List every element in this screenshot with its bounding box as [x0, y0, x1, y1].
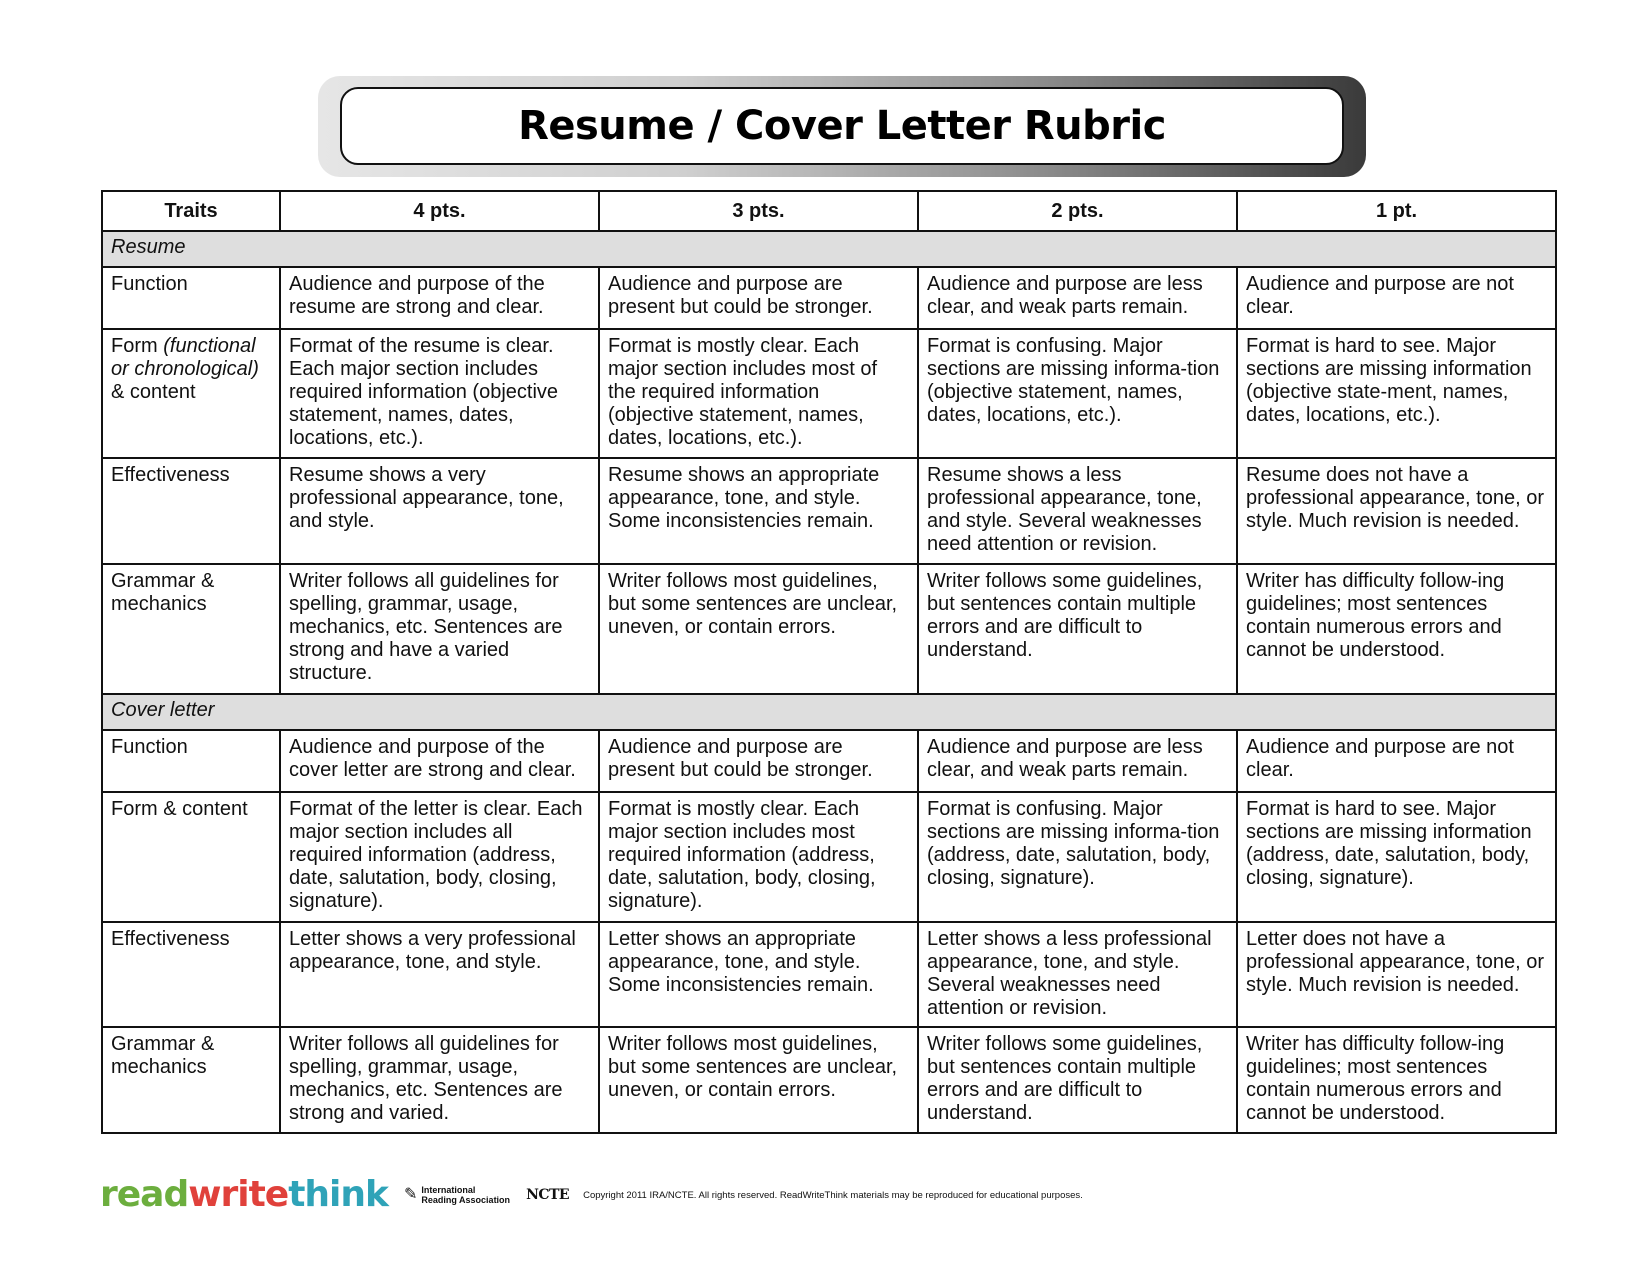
score-cell: Format is hard to see. Major sections are missing information (objective state-ment, names, dates, locations, etc.). [1237, 329, 1556, 458]
table-row [102, 458, 1556, 564]
ira-line-2: Reading Association [421, 1195, 511, 1205]
trait-label: Form [111, 335, 158, 357]
trait-cell: Grammar & mechanics [102, 1027, 280, 1133]
score-cell: Letter does not have a professional appearance, tone, or style. Much revision is needed. [1237, 922, 1556, 1027]
score-cell: Audience and purpose are not clear. [1237, 730, 1556, 792]
score-cell: Audience and purpose are not clear. [1237, 267, 1556, 329]
score-cell: Letter shows a less professional appearance, tone, and style. Several weaknesses need attention or revision. [918, 922, 1237, 1027]
table-row [102, 564, 1556, 694]
ncte-logo: NCTE [526, 1187, 570, 1203]
score-cell: Resume does not have a professional appearance, tone, or style. Much revision is needed. [1237, 458, 1556, 564]
score-cell: Audience and purpose of the resume are strong and clear. [280, 267, 599, 329]
trait-cell: Effectiveness [102, 922, 280, 1027]
trait-cell: Function [102, 730, 280, 792]
logo-think: think [288, 1174, 388, 1215]
score-cell: Audience and purpose are present but could be stronger. [599, 730, 918, 792]
trait-cell: Grammar & mechanics [102, 564, 280, 694]
logo-write: write [188, 1174, 289, 1215]
score-cell: Format of the resume is clear. Each major section includes required information (objective statement, names, dates, locations, etc.). [280, 329, 599, 458]
score-cell: Writer follows all guidelines for spelling, grammar, usage, mechanics, etc. Sentences are strong and varied. [280, 1027, 599, 1133]
score-cell: Format is confusing. Major sections are missing informa-tion (objective statement, names, dates, locations, etc.). [918, 329, 1237, 458]
copyright-text: Copyright 2011 IRA/NCTE. All rights reserved. ReadWriteThink materials may be reproduced for educational purposes. [583, 1189, 1083, 1201]
score-cell: Resume shows a very professional appearance, tone, and style. [280, 458, 599, 564]
score-cell: Writer follows all guidelines for spelling, grammar, usage, mechanics, etc. Sentences are strong and have a varied structure. [280, 564, 599, 694]
section-row-cover-letter [102, 694, 1556, 730]
table-row [102, 1027, 1556, 1133]
header-3-pts: 3 pts. [599, 191, 918, 231]
footer [100, 1170, 1560, 1220]
score-cell: Writer follows some guidelines, but sentences contain multiple errors and are difficult to understand. [918, 564, 1237, 694]
score-cell: Format is mostly clear. Each major section includes most required information (address, date, salutation, body, closing, signature). [599, 792, 918, 922]
table-row [102, 730, 1556, 792]
score-cell: Format of the letter is clear. Each major section includes all required information (address, date, salutation, body, closing, signature). [280, 792, 599, 922]
header-4-pts: 4 pts. [280, 191, 599, 231]
score-cell: Writer has difficulty follow-ing guidelines; most sentences contain numerous errors and cannot be understood. [1237, 564, 1556, 694]
rubric-table [101, 190, 1557, 1134]
ira-logo [404, 1185, 510, 1205]
score-cell: Format is confusing. Major sections are missing informa-tion (address, date, salutation, body, closing, signature). [918, 792, 1237, 922]
ira-line-1: International [421, 1185, 476, 1195]
header-1-pt: 1 pt. [1237, 191, 1556, 231]
section-label-cover-letter: Cover letter [102, 694, 1556, 730]
score-cell: Audience and purpose are present but could be stronger. [599, 267, 918, 329]
score-cell: Letter shows an appropriate appearance, tone, and style. Some inconsistencies remain. [599, 922, 918, 1027]
table-row [102, 922, 1556, 1027]
ira-emblem-icon: ✎ [403, 1186, 418, 1203]
score-cell: Resume shows an appropriate appearance, tone, and style. Some inconsistencies remain. [599, 458, 918, 564]
trait-cell: Form & content [102, 792, 280, 922]
readwritethink-logo [100, 1175, 388, 1215]
title-banner [318, 76, 1366, 177]
score-cell: Writer follows some guidelines, but sentences contain multiple errors and are difficult to understand. [918, 1027, 1237, 1133]
score-cell: Audience and purpose of the cover letter are strong and clear. [280, 730, 599, 792]
score-cell: Writer follows most guidelines, but some sentences are unclear, uneven, or contain errors. [599, 1027, 918, 1133]
score-cell: Format is mostly clear. Each major section includes most of the required information (objective statement, names, dates, locations, etc.). [599, 329, 918, 458]
trait-label-suffix: & content [111, 381, 196, 403]
score-cell: Resume shows a less professional appearance, tone, and style. Several weaknesses need attention or revision. [918, 458, 1237, 564]
table-row [102, 267, 1556, 329]
table-row [102, 329, 1556, 458]
trait-cell: Effectiveness [102, 458, 280, 564]
header-traits: Traits [102, 191, 280, 231]
score-cell: Writer has difficulty follow-ing guidelines; most sentences contain numerous errors and cannot be understood. [1237, 1027, 1556, 1133]
trait-cell [102, 329, 280, 458]
trait-qualifier: (functional or chronological) [111, 335, 259, 380]
table-row [102, 792, 1556, 922]
score-cell: Letter shows a very professional appearance, tone, and style. [280, 922, 599, 1027]
score-cell: Audience and purpose are less clear, and weak parts remain. [918, 730, 1237, 792]
section-label-resume: Resume [102, 231, 1556, 267]
trait-cell: Function [102, 267, 280, 329]
logo-read: read [100, 1174, 189, 1215]
header-2-pts: 2 pts. [918, 191, 1237, 231]
page-title: Resume / Cover Letter Rubric [518, 103, 1166, 149]
score-cell: Writer follows most guidelines, but some sentences are unclear, uneven, or contain errors. [599, 564, 918, 694]
header-row [102, 191, 1556, 231]
score-cell: Audience and purpose are less clear, and weak parts remain. [918, 267, 1237, 329]
title-banner-inner [340, 87, 1344, 165]
section-row-resume [102, 231, 1556, 267]
score-cell: Format is hard to see. Major sections are missing information (address, date, salutation, body, closing, signature). [1237, 792, 1556, 922]
